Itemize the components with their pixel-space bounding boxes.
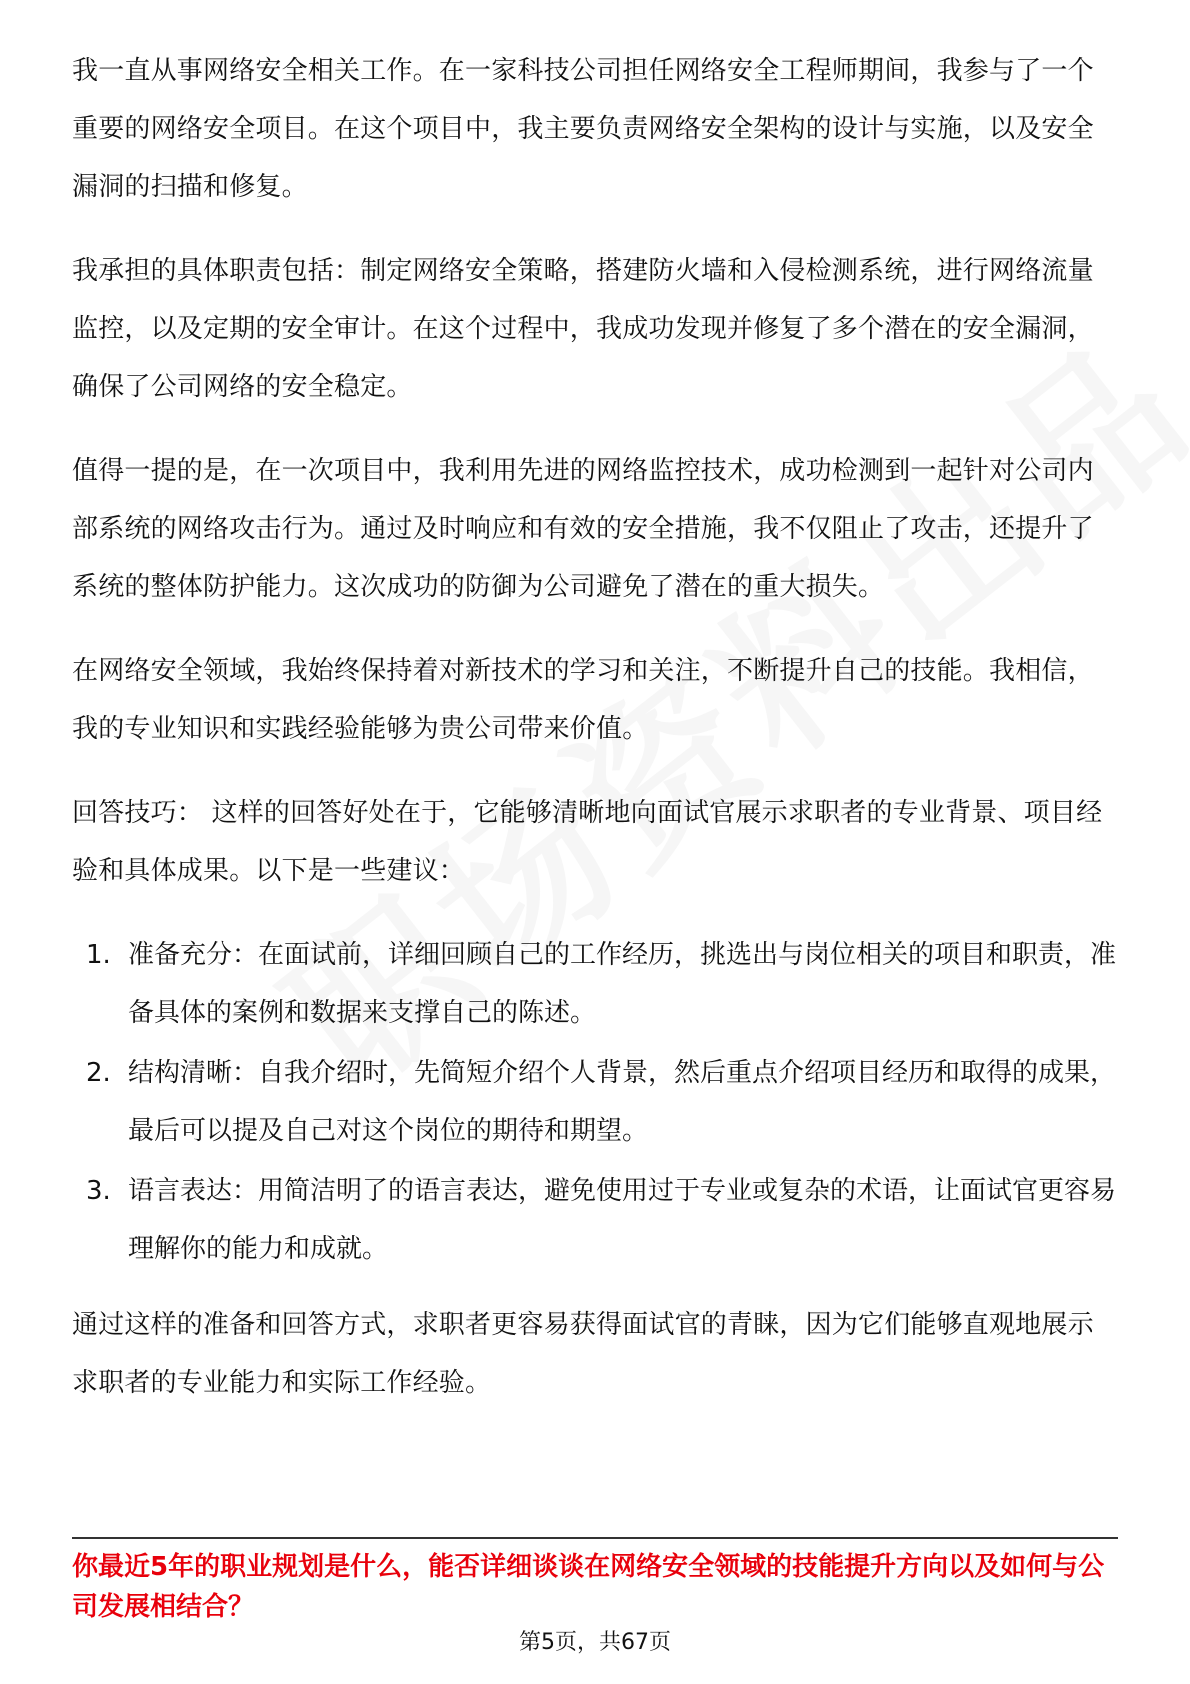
document-body [72, 42, 1118, 1438]
list-number: 2. [86, 1058, 111, 1088]
page-number: 第5页，共67页 [519, 1630, 671, 1655]
list-item [72, 1162, 1118, 1278]
list-item-text: 准备充分：在面试前，详细回顾自己的工作经历，挑选出与岗位相关的项目和职责，准备具体的案例和数据来支撑自己的陈述。 [128, 940, 1117, 1028]
list-number: 3. [86, 1176, 111, 1206]
paragraph-highlight: 值得一提的是，在一次项目中，我利用先进的网络监控技术，成功检测到一起针对公司内部系统的网络攻击行为。通过及时响应和有效的安全措施，我不仅阻止了攻击，还提升了系统的整体防护能力。这次成功的防御为公司避免了潜在的重大损失。 [72, 456, 1094, 602]
tips-list [72, 926, 1118, 1278]
paragraph-answer-tips: 回答技巧： 这样的回答好处在于，它能够清晰地向面试官展示求职者的专业背景、项目经验和具体成果。以下是一些建议： [72, 798, 1103, 886]
next-question-heading: 你最近5年的职业规划是什么，能否详细谈谈在网络安全领域的技能提升方向以及如何与公司发展相结合？ [72, 1552, 1105, 1622]
paragraph-learning: 在网络安全领域，我始终保持着对新技术的学习和关注，不断提升自己的技能。我相信，我的专业知识和实践经验能够为贵公司带来价值。 [72, 656, 1094, 744]
list-number: 1. [86, 940, 111, 970]
paragraph-responsibilities: 我承担的具体职责包括：制定网络安全策略，搭建防火墙和入侵检测系统，进行网络流量监控，以及定期的安全审计。在这个过程中，我成功发现并修复了多个潜在的安全漏洞，确保了公司网络的安全稳定。 [72, 256, 1094, 402]
list-item [72, 926, 1118, 1042]
list-item-text: 语言表达：用简洁明了的语言表达，避免使用过于专业或复杂的术语，让面试官更容易理解你的能力和成就。 [128, 1176, 1117, 1264]
paragraph-closing: 通过这样的准备和回答方式，求职者更容易获得面试官的青睐，因为它们能够直观地展示求职者的专业能力和实际工作经验。 [72, 1310, 1094, 1398]
list-item-text: 结构清晰：自我介绍时，先简短介绍个人背景，然后重点介绍项目经历和取得的成果，最后可以提及自己对这个岗位的期待和期望。 [128, 1058, 1117, 1146]
section-divider [72, 1537, 1118, 1539]
list-item [72, 1044, 1118, 1160]
paragraph-experience: 我一直从事网络安全相关工作。在一家科技公司担任网络安全工程师期间，我参与了一个重要的网络安全项目。在这个项目中，我主要负责网络安全架构的设计与实施，以及安全漏洞的扫描和修复。 [72, 56, 1094, 202]
